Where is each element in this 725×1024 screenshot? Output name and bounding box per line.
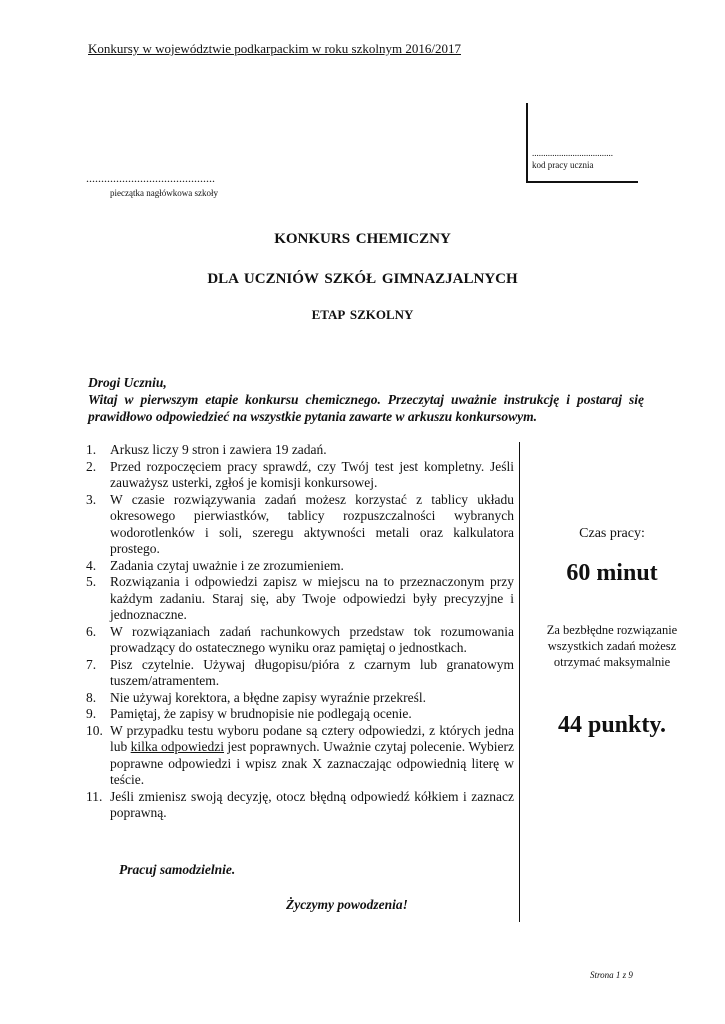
list-item-number: 5. (86, 574, 97, 589)
list-item (86, 459, 514, 492)
list-item (86, 442, 514, 459)
good-luck-note: Życzymy powodzenia! (286, 897, 408, 912)
list-item-number: 7. (86, 656, 97, 672)
list-item-number: 9. (86, 706, 97, 721)
list-item-text: Pisz czytelnie. Używaj długopisu/pióra z czarnym lub granatowym tuszem/atramentem. (110, 656, 514, 688)
list-item-number: 2. (86, 458, 97, 474)
list-item-text (110, 723, 514, 788)
list-item-text: Jeśli zmienisz swoją decyzję, otocz błędną odpowiedź kółkiem i zaznacz poprawną. (110, 788, 514, 820)
list-item (86, 723, 514, 789)
time-value: 60 minut (566, 560, 658, 586)
column-divider (519, 442, 520, 922)
list-item-number: 11. (86, 788, 103, 804)
contest-stage: ETAP SZKOLNY (311, 307, 414, 322)
list-item-text-part: jest poprawnych. Uważnie czytaj polecenie. Wybierz poprawne odpowiedzi i wpisz znak X zaznaczając odpowiednią literę w teście. (110, 739, 514, 787)
page-number: Strona 1 z 9 (590, 970, 633, 980)
school-stamp-label: pieczątka nagłówkowa szkoły (110, 188, 218, 198)
list-item (86, 706, 514, 723)
list-item-text: Pamiętaj, że zapisy w brudnopisie nie podlegają ocenie. (110, 706, 412, 721)
instructions-list (86, 442, 514, 822)
list-item-number: 3. (86, 491, 97, 507)
greeting: Drogi Uczniu, (88, 375, 167, 390)
list-item (86, 789, 514, 822)
student-code-field: .................................... (532, 148, 613, 158)
list-item-text-part: W przypadku testu wyboru podane są cztery odpowiedzi, z których jedna lub (110, 722, 514, 754)
student-code-label: kod pracy ucznia (532, 160, 594, 170)
list-item (86, 690, 514, 707)
list-item-number: 8. (86, 689, 97, 705)
list-item (86, 492, 514, 558)
underlined-phrase: kilka odpowiedzi (130, 739, 225, 754)
points-description: Za bezbłędne rozwiązanie wszystkich zadań możesz otrzymać maksymalnie (546, 623, 678, 669)
intro-text: Witaj w pierwszym etapie konkursu chemicznego. Przeczytaj uważnie instrukcję i postaraj się prawidłowo odpowiedzieć na wszystkie pytania zawarte w arkuszu konkursowym. (88, 392, 644, 424)
list-item-number: 4. (86, 557, 97, 573)
list-item (86, 624, 514, 657)
list-item-number: 6. (86, 623, 97, 639)
student-code-box (526, 103, 638, 183)
list-item-text: Rozwiązania i odpowiedzi zapisz w miejscu na to przeznaczonym przy każdym zadaniu. Staraj się, aby Twoje odpowiedzi były precyzyjne i jednoznaczne. (110, 574, 514, 622)
list-item-text: Zadania czytaj uważnie i ze zrozumieniem. (110, 557, 344, 573)
time-label: Czas pracy: (579, 526, 645, 541)
contest-title: KONKURS CHEMICZNY (274, 231, 451, 247)
list-item-number: 1. (86, 442, 97, 457)
contest-audience: DLA UCZNIÓW SZKÓŁ GIMNAZJALNYCH (207, 271, 518, 287)
list-item-text: Arkusz liczy 9 stron i zawiera 19 zadań. (110, 442, 327, 457)
list-item-text: W czasie rozwiązywania zadań możesz korzystać z tablicy układu okresowego pierwiastków, tablicy rozpuszczalności wybranych wodorotlenków i soli, szeregu aktywności metali oraz kalkulatora prostego. (110, 491, 514, 556)
list-item (86, 657, 514, 690)
school-stamp-field: ........................................... (86, 171, 215, 185)
list-item-text: Przed rozpoczęciem pracy sprawdź, czy Twój test jest kompletny. Jeśli zauważysz usterki, zgłoś je komisji konkursowej. (110, 458, 514, 490)
page-header: Konkursy w województwie podkarpackim w roku szkolnym 2016/2017 (88, 41, 461, 56)
list-item (86, 558, 514, 575)
list-item-number: 10. (86, 722, 103, 738)
list-item-text: Nie używaj korektora, a błędne zapisy wyraźnie przekreśl. (110, 689, 426, 705)
work-alone-note: Pracuj samodzielnie. (119, 862, 236, 877)
list-item-text: W rozwiązaniach zadań rachunkowych przedstaw tok rozumowania prowadzący do ostatecznego wyniku oraz pamiętaj o jednostkach. (110, 623, 514, 655)
points-value: 44 punkty. (557, 712, 667, 738)
list-item (86, 574, 514, 624)
